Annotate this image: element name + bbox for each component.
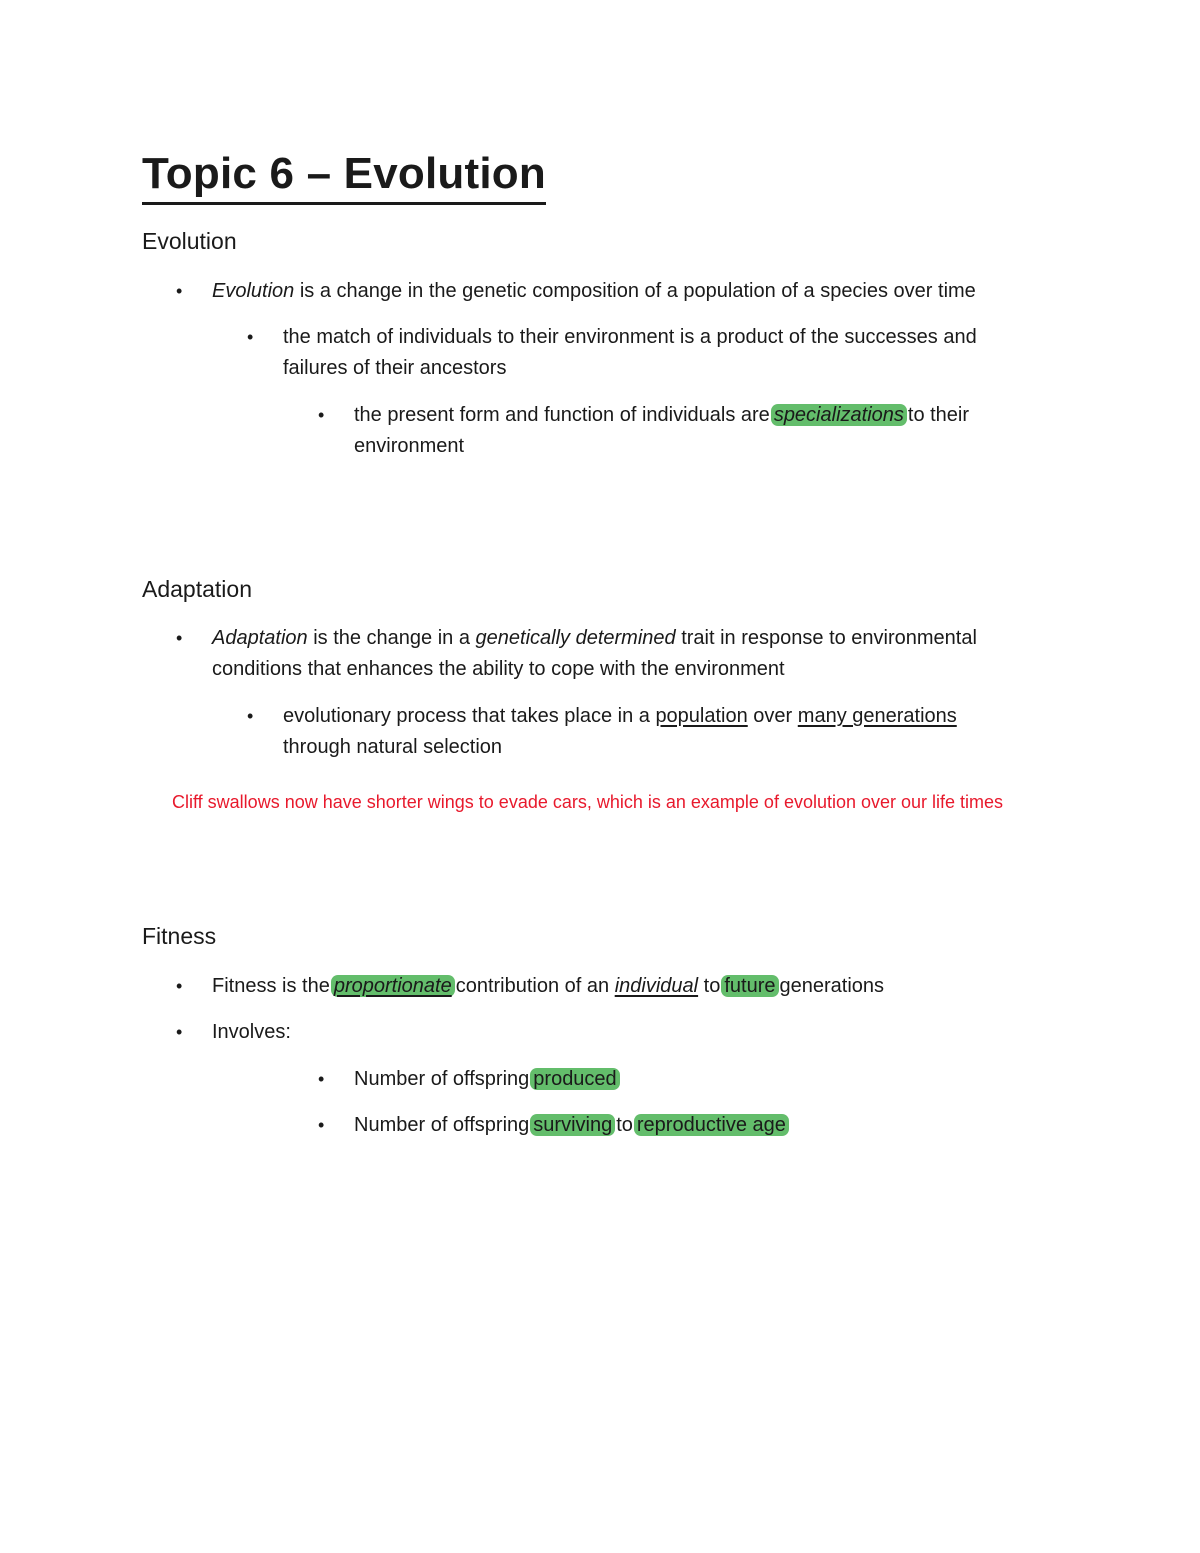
term-adaptation: Adaptation: [212, 627, 308, 649]
section-heading-evolution: Evolution: [142, 228, 237, 254]
evolution-specializations-line2: environment: [354, 435, 465, 457]
evolution-match-line2: failures of their ancestors: [283, 357, 507, 379]
highlight-specializations: specializations: [771, 404, 907, 426]
highlight-produced: produced: [530, 1068, 619, 1090]
adaptation-definition-line2: conditions that enhances the ability to cope with the environment: [212, 658, 785, 680]
bullet-marker: •: [176, 281, 183, 301]
adaptation-process-line1: evolutionary process that takes place in a population over many generations: [283, 705, 957, 727]
evolution-match-line1: the match of individuals to their environment is a product of the successes and: [283, 326, 977, 348]
highlight-proportionate: proportionate: [331, 975, 455, 997]
fitness-offspring-surviving: Number of offspring surviving to reproductive age: [354, 1110, 790, 1140]
highlight-surviving: surviving: [530, 1114, 615, 1136]
underline-many-generations: many generations: [797, 705, 957, 727]
evolution-definition: Evolution is a change in the genetic composition of a population of a species over time: [212, 280, 976, 302]
adaptation-process-line2: through natural selection: [283, 736, 503, 758]
bullet-marker: •: [176, 628, 183, 648]
bullet-marker: •: [176, 976, 183, 996]
fitness-involves: Involves:: [212, 1021, 291, 1043]
bullet-marker: •: [247, 706, 254, 726]
section-heading-fitness: Fitness: [142, 923, 217, 949]
adaptation-definition-line1: Adaptation is the change in a genetically determined trait in response to environmental: [212, 627, 977, 649]
highlight-future: future: [721, 975, 778, 997]
red-note: Cliff swallows now have shorter wings to evade cars, which is an example of evolution over our life times: [172, 792, 1004, 812]
term-genetically-determined: genetically determined: [475, 627, 676, 649]
bullet-marker: •: [176, 1022, 183, 1042]
fitness-offspring-produced: Number of offspring produced: [354, 1064, 621, 1094]
evolution-specializations-line1: the present form and function of individuals are specializations to their: [354, 404, 970, 426]
bullet-marker: •: [247, 327, 254, 347]
bullet-marker: •: [318, 1069, 325, 1089]
highlight-reproductive-age: reproductive age: [634, 1114, 789, 1136]
bullet-marker: •: [318, 1115, 325, 1135]
section-heading-adaptation: Adaptation: [142, 576, 252, 602]
fitness-definition: Fitness is the proportionate contribution of an individual to future generations: [212, 975, 885, 997]
underline-population: population: [655, 705, 748, 727]
underline-individual: individual: [614, 975, 699, 997]
term-evolution: Evolution: [212, 280, 295, 302]
bullet-marker: •: [318, 405, 325, 425]
page-title: Topic 6 – Evolution: [142, 146, 546, 205]
